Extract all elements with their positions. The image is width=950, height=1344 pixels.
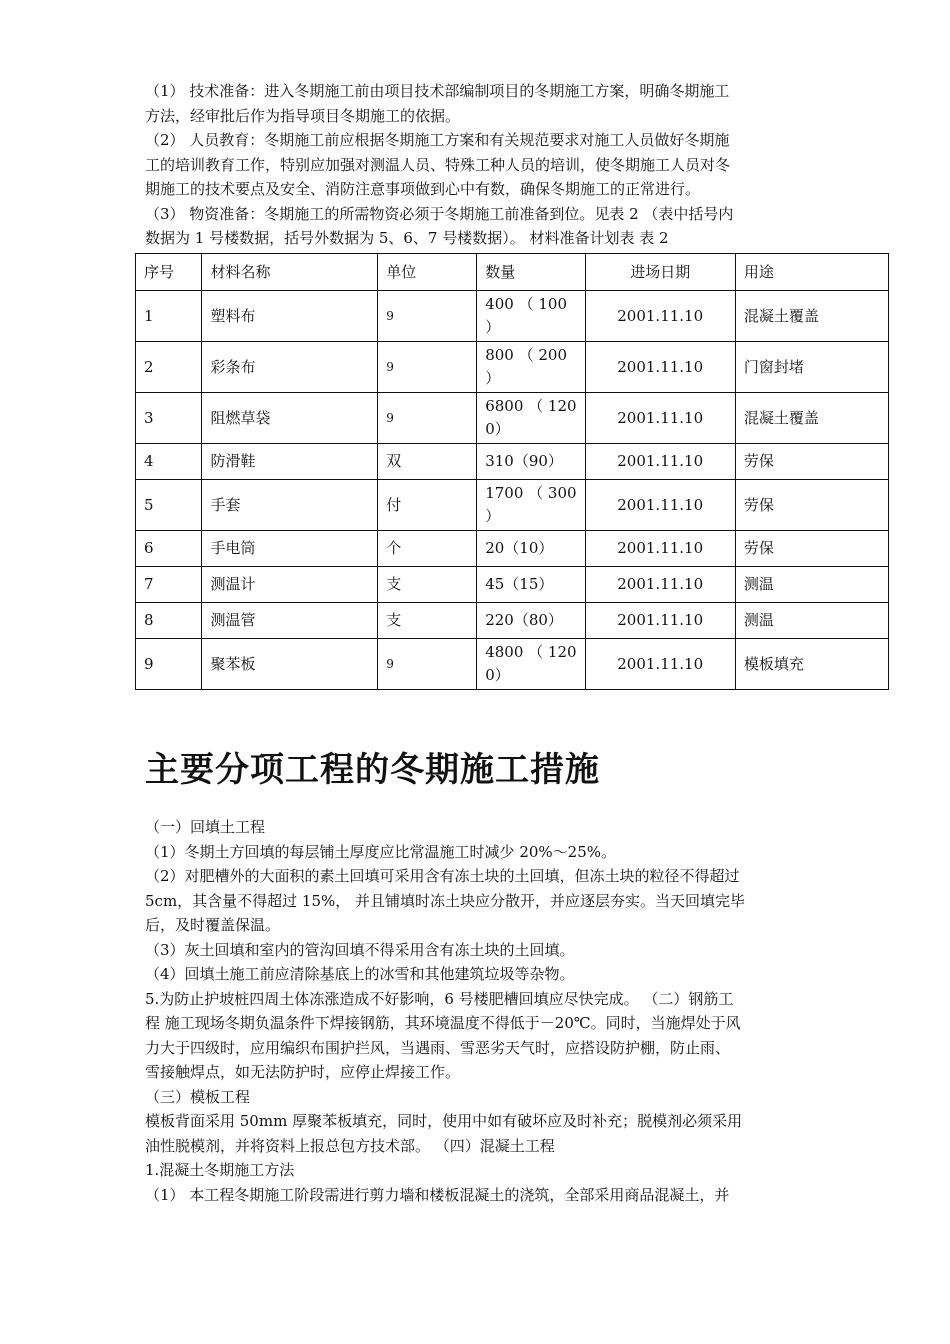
cell-date: 2001.11.10	[585, 603, 735, 639]
cell-use: 模板填充	[735, 639, 888, 690]
header-cell: 进场日期	[585, 254, 735, 291]
table-row	[136, 480, 889, 531]
cell-unit: 9	[378, 639, 477, 690]
body-line: 5.为防止护坡桩四周土体冻涨造成不好影响，6 号楼肥槽回填应尽快完成。 （二）钢筋工	[145, 989, 734, 1008]
cell-no: 2	[136, 342, 202, 393]
cell-use: 门窗封堵	[735, 342, 888, 393]
cell-use: 测温	[735, 567, 888, 603]
cell-unit: 支	[378, 567, 477, 603]
body-line: （3）灰土回填和室内的管沟回填不得采用含有冻土块的土回填。	[145, 940, 575, 959]
cell-no: 4	[136, 444, 202, 480]
cell-unit: 9	[378, 291, 477, 342]
qty-line: 0）	[485, 420, 510, 438]
cell-qty	[477, 444, 585, 480]
cell-qty	[477, 291, 585, 342]
cell-qty	[477, 531, 585, 567]
table-header-row	[136, 254, 889, 291]
qty-line: 310（90）	[485, 452, 563, 470]
header-cell: 序号	[136, 254, 202, 291]
material-table	[135, 253, 889, 690]
qty-line: ）	[485, 507, 501, 525]
cell-no: 8	[136, 603, 202, 639]
body-line: 模板背面采用 50mm 厚聚苯板填充，同时，使用中如有破坏应及时补充；脱模剂必须采用	[145, 1112, 743, 1130]
body-line: 5cm，其含量不得超过 15%， 并且铺填时冻土块应分散开，并应逐层夯实。当天回填完毕	[145, 891, 746, 910]
qty-line: 0）	[485, 666, 510, 684]
cell-date: 2001.11.10	[585, 393, 735, 444]
cell-no: 6	[136, 531, 202, 567]
table-body	[136, 291, 889, 690]
table-row	[136, 639, 889, 690]
cell-qty	[477, 480, 585, 531]
body-line: 1.混凝土冬期施工方法	[145, 1161, 295, 1179]
qty-line: 45（15）	[485, 575, 554, 593]
header-cell: 单位	[378, 254, 477, 291]
cell-use: 混凝土覆盖	[735, 291, 888, 342]
table-row	[136, 342, 889, 393]
cell-use: 测温	[735, 603, 888, 639]
cell-date: 2001.11.10	[585, 291, 735, 342]
header-cell: 用途	[735, 254, 888, 291]
table-row	[136, 291, 889, 342]
qty-line: 220（80）	[485, 611, 563, 629]
cell-name: 测温管	[202, 603, 378, 639]
qty-line: 800 （ 200	[485, 346, 568, 364]
cell-qty	[477, 567, 585, 603]
header-cell: 材料名称	[202, 254, 378, 291]
intro-p1-line1: （1） 技术准备：进入冬期施工前由项目技术部编制项目的冬期施工方案，明确冬期施工	[145, 82, 730, 100]
intro-p3-line2: 数据为 1 号楼数据，括号外数据为 5、6、7 号楼数据）。 材料准备计划表 表 2	[145, 229, 669, 247]
intro-p2-line2: 工的培训教育工作，特别应加强对测温人员、特殊工种人员的培训，使冬期施工人员对冬	[145, 155, 731, 174]
body-line: （4）回填土施工前应清除基底上的冰雪和其他建筑垃圾等杂物。	[145, 965, 575, 983]
cell-use: 劳保	[735, 531, 888, 567]
cell-unit: 支	[378, 603, 477, 639]
body-line: 雪接触焊点，如无法防护时，应停止焊接工作。	[145, 1063, 461, 1081]
body-line: 油性脱模剂，并将资料上报总包方技术部。 （四）混凝土工程	[145, 1136, 555, 1155]
qty-line: 1700 （ 300	[485, 484, 577, 502]
cell-name: 手套	[202, 480, 378, 531]
header-cell: 数量	[477, 254, 585, 291]
cell-use: 混凝土覆盖	[735, 393, 888, 444]
cell-no: 9	[136, 639, 202, 690]
cell-qty	[477, 393, 585, 444]
intro-p2-line1: （2） 人员教育：冬期施工前应根据冬期施工方案和有关规范要求对施工人员做好冬期施	[145, 131, 730, 149]
cell-unit: 双	[378, 444, 477, 480]
table-row	[136, 531, 889, 567]
body-line: 力大于四级时，应用编织布围护拦风，当遇雨、雪恶劣天气时，应搭设防护棚，防止雨、	[145, 1038, 731, 1057]
cell-unit: 个	[378, 531, 477, 567]
cell-date: 2001.11.10	[585, 639, 735, 690]
cell-qty	[477, 639, 585, 690]
cell-name: 聚苯板	[202, 639, 378, 690]
body-line: （三）模板工程	[145, 1087, 251, 1106]
cell-name: 阻燃草袋	[202, 393, 378, 444]
cell-name: 手电筒	[202, 531, 378, 567]
cell-no: 3	[136, 393, 202, 444]
qty-line: 400 （ 100	[485, 295, 568, 313]
intro-p1-line2: 方法，经审批后作为指导项目冬期施工的依据。	[145, 106, 461, 125]
cell-name: 彩条布	[202, 342, 378, 393]
body-line: （一）回填土工程	[145, 818, 266, 836]
cell-no: 7	[136, 567, 202, 603]
cell-date: 2001.11.10	[585, 342, 735, 393]
table-row	[136, 567, 889, 603]
cell-name: 测温计	[202, 567, 378, 603]
cell-qty	[477, 603, 585, 639]
cell-no: 1	[136, 291, 202, 342]
qty-line: 20（10）	[485, 539, 554, 557]
qty-line: 6800 （ 120	[485, 397, 577, 415]
body-line: （1） 本工程冬期施工阶段需进行剪力墙和楼板混凝土的浇筑，全部采用商品混凝土，并	[145, 1185, 730, 1204]
table-row	[136, 393, 889, 444]
cell-use: 劳保	[735, 444, 888, 480]
cell-name: 塑料布	[202, 291, 378, 342]
body-line: 程 施工现场冬期负温条件下焊接钢筋，其环境温度不得低于－20℃。同时，当施焊处于风	[145, 1014, 741, 1032]
cell-date: 2001.11.10	[585, 531, 735, 567]
qty-line: ）	[485, 318, 501, 336]
cell-date: 2001.11.10	[585, 480, 735, 531]
intro-paragraphs	[145, 79, 810, 251]
cell-unit: 9	[378, 393, 477, 444]
table-row	[136, 603, 889, 639]
cell-no: 5	[136, 480, 202, 531]
section-title: 主要分项工程的冬期施工措施	[145, 750, 600, 790]
cell-date: 2001.11.10	[585, 444, 735, 480]
qty-line: ）	[485, 369, 501, 387]
body-line: 后，及时覆盖保温。	[145, 916, 281, 934]
body-line: （1）冬期土方回填的每层铺土厚度应比常温施工时减少 20%～25%。	[145, 842, 616, 861]
intro-p2-line3: 期施工的技术要点及安全、消防注意事项做到心中有数，确保冬期施工的正常进行。	[145, 180, 701, 198]
cell-use: 劳保	[735, 480, 888, 531]
cell-name: 防滑鞋	[202, 444, 378, 480]
cell-unit: 9	[378, 342, 477, 393]
qty-line: 4800 （ 120	[485, 643, 577, 661]
cell-unit: 付	[378, 480, 477, 531]
cell-date: 2001.11.10	[585, 567, 735, 603]
intro-p3-line1: （3） 物资准备：冬期施工的所需物资必须于冬期施工前准备到位。见表 2 （表中括号内	[145, 204, 734, 223]
table-row	[136, 444, 889, 480]
section-body	[145, 815, 810, 1207]
body-line: （2）对肥槽外的大面积的素土回填可采用含有冻土块的土回填，但冻土块的粒径不得超过	[145, 867, 740, 885]
cell-qty	[477, 342, 585, 393]
